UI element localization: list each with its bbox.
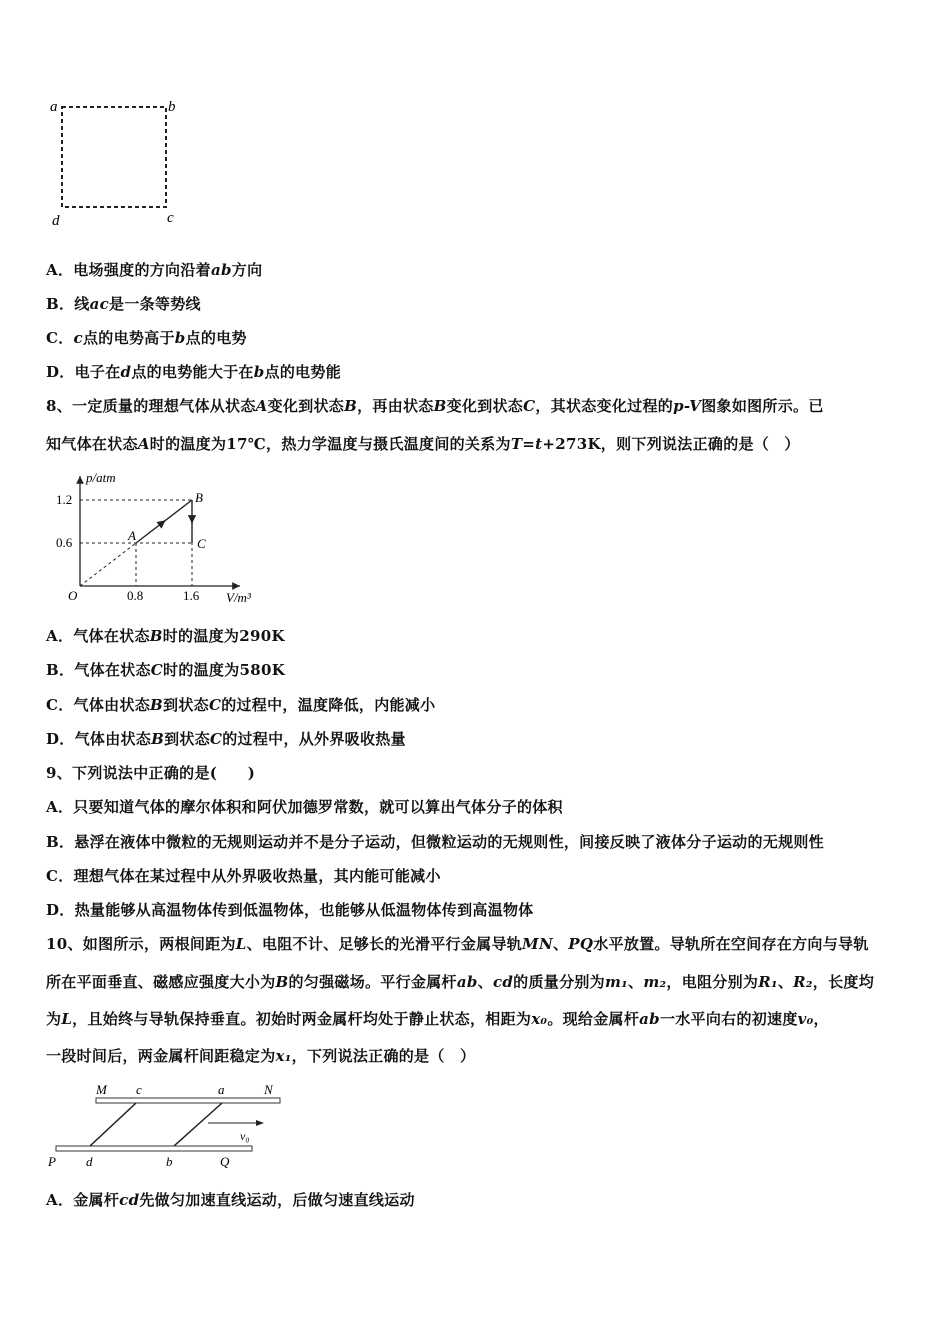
label-a: a xyxy=(218,1082,225,1097)
y-axis-label: p/atm xyxy=(86,470,116,485)
corner-label-d: d xyxy=(52,213,60,229)
q10-stem-line4: 一段时间后，两金属杆间距稳定为x₁，下列说法正确的是（ ） xyxy=(46,1047,476,1065)
q7-option-d: D．电子在d点的电势能大于在b点的电势能 xyxy=(46,363,342,381)
point-label-b: B xyxy=(195,490,203,505)
label-d: d xyxy=(86,1154,93,1169)
label-c: c xyxy=(136,1082,142,1097)
x-tick-1-6: 1.6 xyxy=(183,588,200,603)
series-arrow-0 xyxy=(161,520,166,524)
q9-option-a: A．只要知道气体的摩尔体积和阿伏加德罗常数，就可以算出气体分子的体积 xyxy=(46,798,563,816)
velocity-arrowhead xyxy=(256,1120,264,1126)
q10-stem-line1: 10、如图所示，两根间距为L、电阻不计、足够长的光滑平行金属导轨MN、PQ水平放置。导轨所在空间存在方向与导轨 xyxy=(46,935,869,953)
rails-figure xyxy=(44,1082,294,1174)
pv-chart xyxy=(50,468,265,608)
q10-option-a: A．金属杆cd先做匀加速直线运动，后做匀速直线运动 xyxy=(46,1191,415,1209)
q8-option-a: A．气体在状态B时的温度为290K xyxy=(46,627,285,645)
label-v0: v₀ xyxy=(240,1129,250,1143)
rod-cd xyxy=(90,1103,136,1146)
q8-option-d: D．气体由状态B到状态C的过程中，从外界吸收热量 xyxy=(46,730,406,748)
q7-option-b: B．线ac是一条等势线 xyxy=(46,295,201,313)
corner-label-b: b xyxy=(168,99,176,115)
label-q: Q xyxy=(220,1154,230,1169)
q7-option-c: C．c点的电势高于b点的电势 xyxy=(46,329,247,347)
point-label-a: A xyxy=(128,528,136,543)
q8-stem-line2: 知气体在状态A时的温度为17℃，热力学温度与摄氏温度间的关系为T=t+273K，则下列说法正确的是（ ） xyxy=(46,435,800,453)
y-tick-0-6: 0.6 xyxy=(56,534,73,550)
label-n: N xyxy=(264,1082,273,1097)
rail-mn xyxy=(96,1098,280,1103)
q10-stem-line2: 所在平面垂直、磁感应强度大小为B的匀强磁场。平行金属杆ab、cd的质量分别为m₁、m₂，电阻分别为R₁、R₂，长度均 xyxy=(46,973,874,991)
q9-option-c: C．理想气体在某过程中从外界吸收热量，其内能可能减小 xyxy=(46,867,441,885)
q8-stem-line1: 8、一定质量的理想气体从状态A变化到状态B，再由状态B变化到状态C，其状态变化过程的p-V图象如图所示。已 xyxy=(46,397,824,415)
x-tick-0-8: 0.8 xyxy=(127,588,144,603)
q7-option-a: A．电场强度的方向沿着ab方向 xyxy=(46,261,263,279)
q8-option-c: C．气体由状态B到状态C的过程中，温度降低，内能减小 xyxy=(46,696,436,714)
corner-label-c: c xyxy=(167,210,174,226)
q9-stem: 9、下列说法中正确的是( ) xyxy=(46,764,256,782)
label-b: b xyxy=(166,1154,173,1169)
q10-stem-line3: 为L，且始终与导轨保持垂直。初始时两金属杆均处于静止状态，相距为x₀。现给金属杆ab一水平向右的初速度v₀， xyxy=(46,1010,829,1028)
corner-label-a: a xyxy=(50,99,58,115)
point-label-c: C xyxy=(197,536,206,551)
rail-pq xyxy=(56,1146,252,1151)
series-extension-line xyxy=(80,543,136,586)
label-p: P xyxy=(48,1154,56,1169)
q9-option-d: D．热量能够从高温物体传到低温物体，也能够从低温物体传到高温物体 xyxy=(46,901,534,919)
y-tick-1-2: 1.2 xyxy=(56,491,73,507)
x-axis-label: V/m³ xyxy=(226,590,251,605)
square-outline xyxy=(62,107,166,207)
rod-ab xyxy=(174,1103,222,1146)
label-m: M xyxy=(96,1082,107,1097)
square-figure xyxy=(40,95,190,235)
origin-label: O xyxy=(68,588,78,603)
q9-option-b: B．悬浮在液体中微粒的无规则运动并不是分子运动，但微粒运动的无规则性，间接反映了液体分子运动的无规则性 xyxy=(46,833,824,851)
q8-option-b: B．气体在状态C时的温度为580K xyxy=(46,661,286,679)
